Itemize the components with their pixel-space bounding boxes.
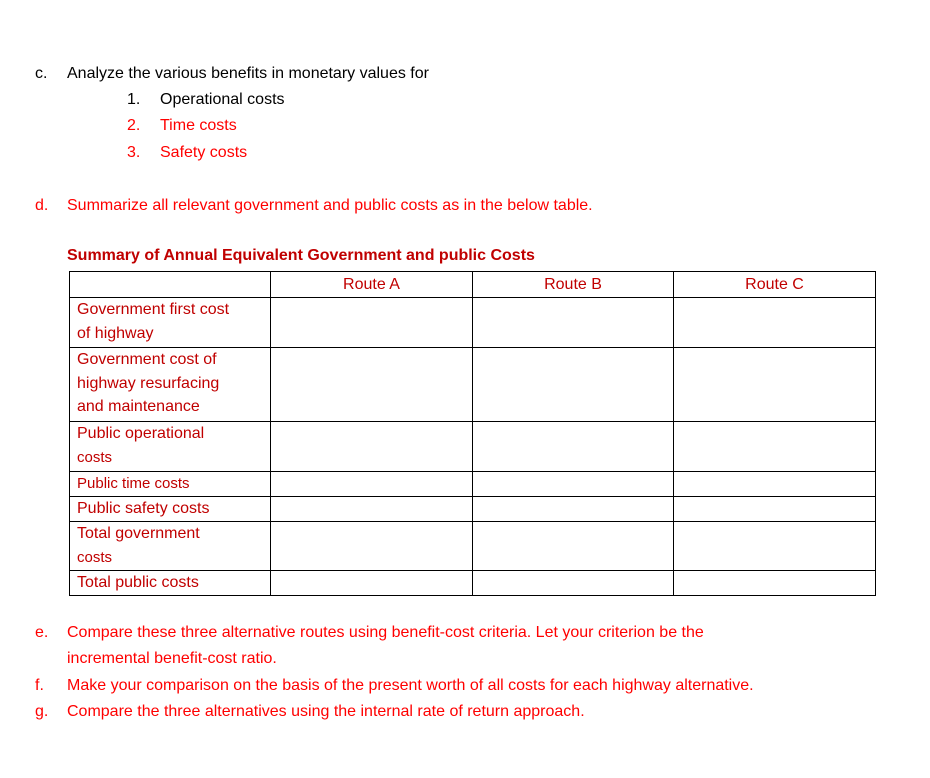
item-e-text-line2: incremental benefit-cost ratio. — [67, 650, 277, 667]
cell-route-b[interactable] — [473, 348, 674, 422]
row-label-line: Public time costs — [77, 475, 190, 492]
cell-route-b[interactable] — [473, 422, 674, 472]
cell-route-a[interactable] — [271, 348, 473, 422]
row-label — [70, 422, 271, 472]
cell-route-c[interactable] — [674, 422, 876, 472]
cell-route-a[interactable] — [271, 571, 473, 596]
header-empty — [70, 272, 271, 298]
header-route-c: Route C — [674, 272, 876, 298]
row-label-line: costs — [77, 549, 113, 566]
item-d-marker: d. — [35, 197, 49, 214]
cell-route-a[interactable] — [271, 472, 473, 497]
table-row — [70, 571, 876, 596]
item-f-text: Make your comparison on the basis of the present worth of all costs for each highway alternative. — [67, 677, 754, 694]
subitem-1-label: Operational costs — [160, 91, 285, 108]
table-row — [70, 522, 876, 571]
cell-route-a[interactable] — [271, 497, 473, 522]
summary-table — [69, 271, 876, 596]
row-label-line: of highway — [77, 325, 154, 342]
table-row — [70, 472, 876, 497]
item-e-text-line1: Compare these three alternative routes using benefit-cost criteria. Let your criterion be the — [67, 624, 704, 641]
item-d-text: Summarize all relevant government and public costs as in the below table. — [67, 197, 593, 214]
subitem-2-label: Time costs — [160, 117, 237, 134]
item-f-marker: f. — [35, 677, 44, 694]
item-g-marker: g. — [35, 703, 49, 720]
item-c-marker: c. — [35, 65, 48, 82]
cell-route-a[interactable] — [271, 422, 473, 472]
header-route-b: Route B — [473, 272, 674, 298]
table-row — [70, 298, 876, 348]
row-label-line: Total public costs — [77, 574, 199, 591]
item-c-text: Analyze the various benefits in monetary values for — [67, 65, 429, 82]
table-title: Summary of Annual Equivalent Government and public Costs — [67, 247, 535, 264]
cell-route-b[interactable] — [473, 298, 674, 348]
row-label-line: Government first cost — [77, 301, 230, 318]
row-label — [70, 472, 271, 497]
row-label — [70, 348, 271, 422]
cell-route-c[interactable] — [674, 497, 876, 522]
subitem-3-number: 3. — [127, 144, 141, 161]
table-row — [70, 422, 876, 472]
row-label-line: costs — [77, 449, 113, 466]
cell-route-b[interactable] — [473, 571, 674, 596]
subitem-3-label: Safety costs — [160, 144, 248, 161]
row-label-line: Public operational — [77, 425, 205, 442]
cell-route-c[interactable] — [674, 348, 876, 422]
row-label — [70, 497, 271, 522]
row-label-line: Total government — [77, 525, 200, 542]
item-g-text: Compare the three alternatives using the internal rate of return approach. — [67, 703, 585, 720]
table-row — [70, 497, 876, 522]
cell-route-b[interactable] — [473, 522, 674, 571]
row-label — [70, 571, 271, 596]
row-label — [70, 522, 271, 571]
cell-route-b[interactable] — [473, 472, 674, 497]
row-label-line: highway resurfacing — [77, 375, 220, 392]
cell-route-b[interactable] — [473, 497, 674, 522]
cell-route-a[interactable] — [271, 298, 473, 348]
row-label-line: Public safety costs — [77, 500, 210, 517]
cell-route-c[interactable] — [674, 522, 876, 571]
cell-route-c[interactable] — [674, 472, 876, 497]
cell-route-c[interactable] — [674, 571, 876, 596]
row-label-line: and maintenance — [77, 398, 200, 415]
cell-route-a[interactable] — [271, 522, 473, 571]
table-row — [70, 348, 876, 422]
subitem-1-number: 1. — [127, 91, 141, 108]
header-route-a: Route A — [271, 272, 473, 298]
row-label — [70, 298, 271, 348]
subitem-2-number: 2. — [127, 117, 141, 134]
row-label-line: Government cost of — [77, 351, 217, 368]
item-e-marker: e. — [35, 624, 49, 641]
cell-route-c[interactable] — [674, 298, 876, 348]
table-header-row — [70, 272, 876, 298]
